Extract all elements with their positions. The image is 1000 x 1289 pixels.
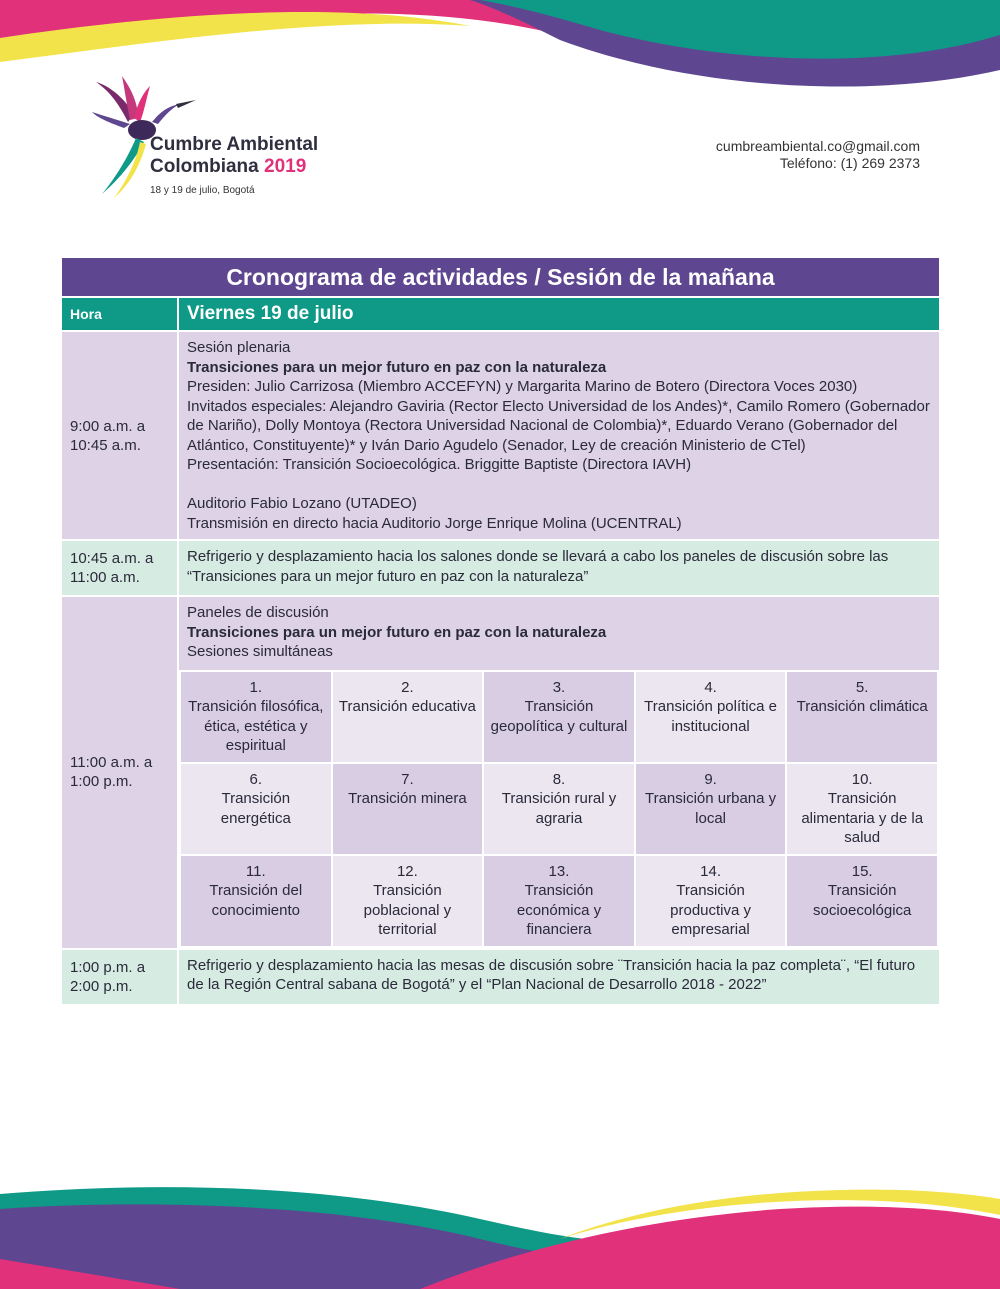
panel-number: 5. — [855, 678, 869, 696]
row-content — [178, 596, 940, 949]
panel-label: Transición económica y financiera — [516, 882, 602, 938]
panel-cell — [332, 671, 484, 763]
contact-email[interactable]: cumbreambiental.co@gmail.com — [715, 138, 920, 154]
logo-line1: Cumbre Ambiental — [150, 134, 319, 155]
panel-label: Transición política e institucional — [644, 698, 777, 735]
row-content — [178, 331, 940, 540]
panel-cell — [332, 763, 484, 855]
panel-number: 2. — [401, 678, 414, 696]
logo-line2: Colombiana — [150, 156, 259, 177]
panels-type: Paneles de discusión — [187, 604, 329, 621]
panels-grid — [179, 670, 939, 948]
panel-label: Transición energética — [220, 790, 291, 827]
panel-label: Transición climática — [796, 698, 928, 715]
row-content: Refrigerio y desplazamiento hacia los salones donde se llevará a cabo los paneles de discusión sobre las “Transiciones para un mejor futuro en paz con la naturaleza” — [178, 540, 940, 596]
panel-label: Transición productiva y empresarial — [670, 882, 752, 938]
panel-number: 10. — [851, 770, 873, 788]
panel-number: 8. — [552, 770, 566, 788]
panel-cell — [180, 763, 332, 855]
schedule-title: Cronograma de actividades / Sesión de la mañana — [61, 257, 940, 297]
panel-number: 3. — [552, 678, 566, 696]
session-venue: Auditorio Fabio Lozano (UTADEO) — [187, 495, 417, 512]
table-row — [61, 540, 940, 596]
panel-cell — [483, 763, 635, 855]
row-content: Refrigerio y desplazamiento hacia las mesas de discusión sobre ¨Transición hacia la paz completa¨, “El futuro de la Región Central sabana de Bogotá” y el “Plan Nacional de Desarrollo 2018 - 2022” — [178, 949, 940, 1005]
session-broadcast: Transmisión en directo hacia Auditorio Jorge Enrique Molina (UCENTRAL) — [187, 514, 682, 532]
bottom-wave-decoration — [0, 1179, 1000, 1289]
panel-cell — [786, 763, 938, 855]
panel-number: 13. — [548, 862, 570, 880]
panel-number: 1. — [249, 678, 263, 696]
logo-title — [150, 134, 318, 178]
panel-cell — [786, 671, 938, 763]
panel-cell — [332, 855, 484, 947]
contact-info — [716, 138, 920, 172]
session-type: Sesión plenaria — [187, 339, 291, 356]
panel-number: 6. — [249, 770, 263, 788]
panel-cell — [180, 671, 332, 763]
panel-label: Transición minera — [348, 790, 467, 807]
panel-cell — [483, 671, 635, 763]
panel-number: 15. — [851, 862, 873, 880]
column-header-day: Viernes 19 de julio — [178, 297, 940, 331]
panel-number: 7. — [401, 770, 414, 788]
panels-title: Transiciones para un mejor futuro en paz con la naturaleza — [187, 623, 607, 641]
event-logo — [88, 72, 368, 207]
schedule-table — [60, 256, 941, 1006]
panel-cell — [635, 763, 787, 855]
panel-number: 11. — [245, 862, 266, 880]
panel-label: Transición educativa — [338, 698, 476, 715]
panel-cell — [180, 855, 332, 947]
panel-label: Transición rural y agraria — [501, 790, 617, 827]
panel-label: Transición urbana y local — [644, 790, 777, 827]
panel-label: Transición filosófica, ética, estética y espiritual — [188, 698, 324, 754]
session-guests: Invitados especiales: Alejandro Gaviria (Rector Electo Universidad de los Andes)*, Camilo Romero (Gobernador de Nariño), Dolly Montoya (Rectora Universidad Nacional de Colombia)*, Eduardo Verano (Gobernador del Atlántico, Constituyente)* y Iván Dario Agudelo (Senador, Ley de creación Ministerio de CTel) — [187, 397, 930, 454]
row-time: 9:00 a.m. a 10:45 a.m. — [61, 331, 178, 540]
table-row — [61, 596, 940, 949]
panel-cell — [635, 855, 787, 947]
session-title: Transiciones para un mejor futuro en paz con la naturaleza — [187, 358, 607, 376]
column-header-hora: Hora — [61, 297, 178, 331]
row-time: 11:00 a.m. a 1:00 p.m. — [61, 596, 178, 949]
logo-year: 2019 — [264, 156, 307, 177]
panel-number: 14. — [700, 862, 721, 880]
panel-label: Transición socioecológica — [812, 882, 912, 919]
panel-cell — [635, 671, 787, 763]
contact-phone: Teléfono: (1) 269 2373 — [779, 155, 920, 171]
panel-cell — [786, 855, 938, 947]
row-time: 10:45 a.m. a 11:00 a.m. — [61, 540, 178, 596]
panel-number: 9. — [704, 770, 717, 788]
panel-number: 12. — [396, 862, 418, 880]
row-time: 1:00 p.m. a 2:00 p.m. — [61, 949, 178, 1005]
panel-label: Transición geopolítica y cultural — [490, 698, 628, 735]
panel-cell — [483, 855, 635, 947]
table-row — [61, 331, 940, 540]
panel-number: 4. — [704, 678, 717, 696]
table-row — [61, 949, 940, 1005]
panels-intro — [179, 597, 939, 670]
panel-label: Transición poblacional y territorial — [363, 882, 452, 938]
panel-label: Transición del conocimiento — [209, 882, 303, 919]
panels-subtitle: Sesiones simultáneas — [187, 643, 333, 660]
session-presentation: Presentación: Transición Socioecológica. Briggitte Baptiste (Directora IAVH) — [187, 456, 692, 473]
session-chairs: Presiden: Julio Carrizosa (Miembro ACCEFYN) y Margarita Marino de Botero (Directora Voces 2030) — [187, 378, 858, 395]
panel-label: Transición alimentaria y de la salud — [801, 790, 924, 846]
logo-date: 18 y 19 de julio, Bogotá — [150, 185, 255, 196]
